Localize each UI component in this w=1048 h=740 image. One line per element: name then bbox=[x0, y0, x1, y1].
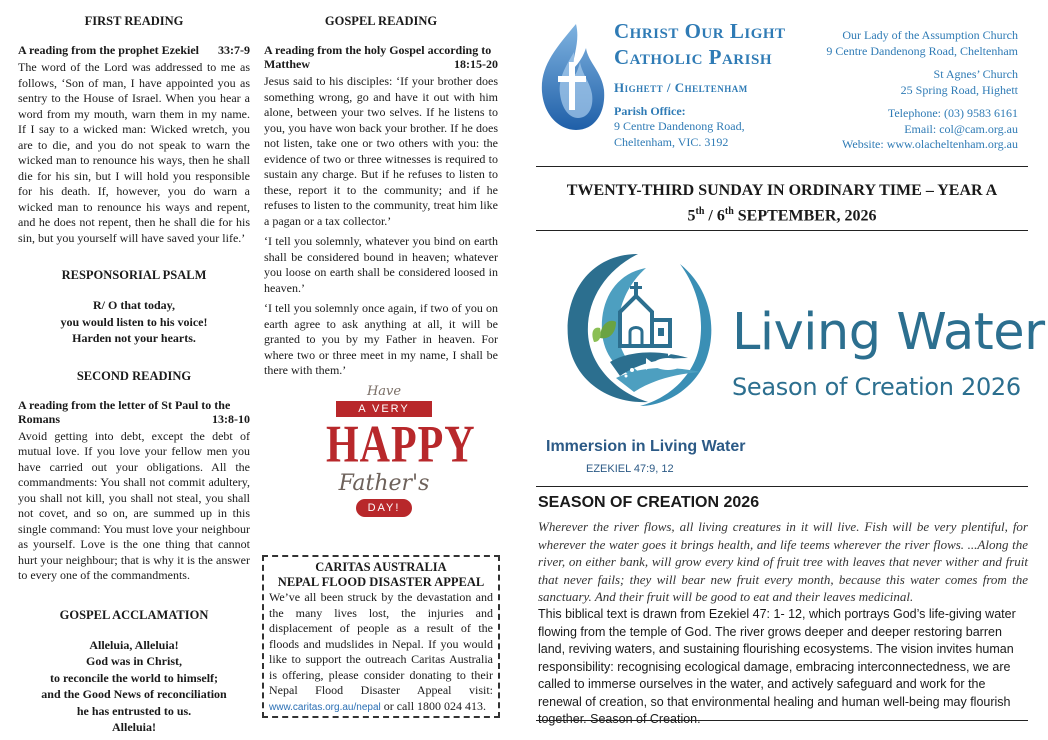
website[interactable]: Website: www.olacheltenham.org.au bbox=[842, 137, 1018, 151]
second-reading-title: SECOND READING bbox=[76, 368, 192, 383]
gospel-ref: 18:15-20 bbox=[454, 57, 498, 71]
psalm-response: R/ O that today, you would listen to his voice! Harden not your hearts. bbox=[60, 298, 208, 345]
email[interactable]: Email: col@cam.org.au bbox=[904, 121, 1018, 136]
fd-fathers-text: Father's bbox=[338, 471, 430, 496]
gospel-heading: A reading from the holy Gospel according to Matthew 18:15-20 bbox=[264, 43, 498, 71]
fd-banner-text: A VERY bbox=[336, 401, 432, 417]
gospel-paragraph: ‘I tell you solemnly, whatever you bind on earth shall be considered bound in heaven; whatever you loose on earth shall be considered loosed in heaven.’ bbox=[264, 234, 498, 295]
caritas-appeal-box bbox=[262, 555, 500, 718]
fathers-day-graphic bbox=[326, 384, 476, 544]
church2-name: St Agnes’ Church bbox=[933, 67, 1018, 81]
fd-happy-text: HAPPY bbox=[326, 416, 476, 474]
sunday-title-date: 5th / 6th SEPTEMBER, 2026 bbox=[687, 206, 877, 225]
divider bbox=[536, 720, 1028, 721]
season-title: SEASON OF CREATION 2026 bbox=[538, 494, 760, 511]
parish-name-block bbox=[614, 18, 814, 150]
church1-name: Our Lady of the Assumption Church bbox=[842, 28, 1018, 42]
parish-name-line1: Christ Our Light bbox=[614, 19, 786, 43]
ezekiel-ref: EZEKIEL 47:9, 12 bbox=[586, 463, 674, 475]
first-reading-text: The word of the Lord was addressed to me as follows, ‘Son of man, I have appointed you as sentry to the House of Israel. When you hear a word from my mouth, warn them in my name. If I say to a wicked man: Wicked wretch, you are to die, and you do not speak to warn the wicked man to renounce his ways, then he shall die for his sin, but I will hold you responsible for his death. If, however, you do warn a wicked man to renounce his ways and repent, and he does not repent, then he shall die for his sin, but you yourself will have saved your life.’ bbox=[18, 60, 250, 245]
parish-contacts bbox=[788, 28, 1018, 153]
acclamation-title: GOSPEL ACCLAMATION bbox=[59, 607, 209, 622]
caritas-subtitle: NEPAL FLOOD DISASTER APPEAL bbox=[277, 575, 485, 589]
gospel-text bbox=[264, 74, 498, 379]
caritas-title: CARITAS AUSTRALIA bbox=[315, 560, 447, 574]
living-water-subtitle: Season of Creation 2026 bbox=[732, 373, 1021, 401]
parish-name-line2: Catholic Parish bbox=[614, 45, 772, 69]
telephone: Telephone: (03) 9583 6161 bbox=[887, 106, 1018, 120]
first-reading-heading: A reading from the prophet Ezekiel 33:7-9 bbox=[18, 43, 250, 57]
parish-office-address-2: Cheltenham, VIC. 3192 bbox=[614, 134, 729, 149]
parish-flame-logo bbox=[536, 22, 608, 132]
sunday-title-line1: TWENTY-THIRD SUNDAY IN ORDINARY TIME – YEAR A bbox=[566, 182, 998, 199]
church2-address: 25 Spring Road, Highett bbox=[900, 82, 1018, 97]
living-water-logo bbox=[560, 242, 720, 412]
first-reading-ref: 33:7-9 bbox=[218, 43, 250, 57]
gospel-paragraph: ‘I tell you solemnly once again, if two of you on earth agree to ask anything at all, it will be granted to you by my Father in heaven. For where two or three meet in my name, I shall be there with them.’ bbox=[264, 301, 498, 377]
acclamation-text: Alleluia, Alleluia! God was in Christ, to reconcile the world to himself; and the Good News of reconciliation he has entrusted to us. Alleluia! bbox=[41, 637, 227, 734]
church1-address: 9 Centre Dandenong Road, Cheltenham bbox=[826, 43, 1018, 58]
season-body: This biblical text is drawn from Ezekiel 47: 1- 12, which portrays God’s life-giving water flowing from the temple of God. The river grows deeper and deeper restoring barren land, reviving waters, and sustaining flourishing ecosystems. The vision invites human responsibility: recognising ecological damage, embracing interconnectedness, we are called to immerse ourselves in the water, and actively safeguard and work for the renewal of creation, so that environmental healing and human well-being may flourish together. Season of Creation. bbox=[538, 607, 1016, 726]
gospel-title: GOSPEL READING bbox=[324, 14, 438, 28]
second-reading-heading: A reading from the letter of St Paul to the Romans 13:8-10 bbox=[18, 397, 250, 426]
second-reading-text: Avoid getting into debt, except the debt of mutual love. If you love your fellow men you have carried out your obligations. All the commandments: You shall not commit adultery, you shall not kill, you shall not steal, you shall not covet, and so on, are summed up in this single command: You must love your neighbour as yourself. Love is the one thing that cannot hurt your neighbour; that is why it is the answer to every one of the commandments. bbox=[18, 428, 250, 582]
middle-column bbox=[264, 14, 498, 379]
left-column bbox=[18, 14, 250, 736]
sunday-title bbox=[536, 180, 1028, 226]
divider bbox=[536, 486, 1028, 487]
caritas-text: We’ve all been struck by the devastation and the many lives lost, the injuries and displacement of people as a result of the floods and mudslides in Nepal. If you would like to support the outreach Caritas Australia is offering, please consider donating to their Nepal Flood Disaster Appeal visit: www.caritas.org.au/nepal or call 1800 024 413. bbox=[269, 590, 493, 713]
parish-office-label: Parish Office: bbox=[614, 104, 686, 118]
first-reading-title: FIRST READING bbox=[84, 14, 184, 28]
immersion-heading: Immersion in Living Water bbox=[546, 438, 746, 455]
season-quote: Wherever the river flows, all living creatures in it will live. Fish will be very plentiful, for wherever the water goes it brings health, and life teems wherever the river flows. ...Along the river, on either bank, will grow every kind of fruit tree with leaves that never wither and fruit that never fails; they will bear new fruit every month, because this water comes from the sanctuary. And their fruit will be good to eat and their leaves medicinal. bbox=[538, 519, 1028, 604]
psalm-title: RESPONSORIAL PSALM bbox=[61, 268, 207, 282]
living-water-title: Living Water bbox=[732, 303, 1045, 362]
second-reading-ref: 13:8-10 bbox=[212, 411, 250, 426]
divider bbox=[536, 230, 1028, 231]
caritas-link[interactable]: www.caritas.org.au/nepal bbox=[269, 701, 381, 713]
fd-day-text: DAY! bbox=[356, 499, 413, 517]
parish-office-address-1: 9 Centre Dandenong Road, bbox=[614, 119, 745, 133]
gospel-paragraph: Jesus said to his disciples: ‘If your brother does something wrong, go and have it out with him alone, between your two selves. If he listens to you, you have won back your brother. If he does not listen, take one or two others with you: the evidence of two or three witnesses is required to sustain any charge. But if he refuses to listen to these, report it to the community; and if he refuses to listen to the community, treat him like a pagan or a tax collector.’ bbox=[264, 74, 498, 228]
parish-suburbs: Highett / Cheltenham bbox=[614, 80, 748, 95]
divider bbox=[536, 166, 1028, 167]
fd-have-text: Have bbox=[366, 384, 402, 399]
